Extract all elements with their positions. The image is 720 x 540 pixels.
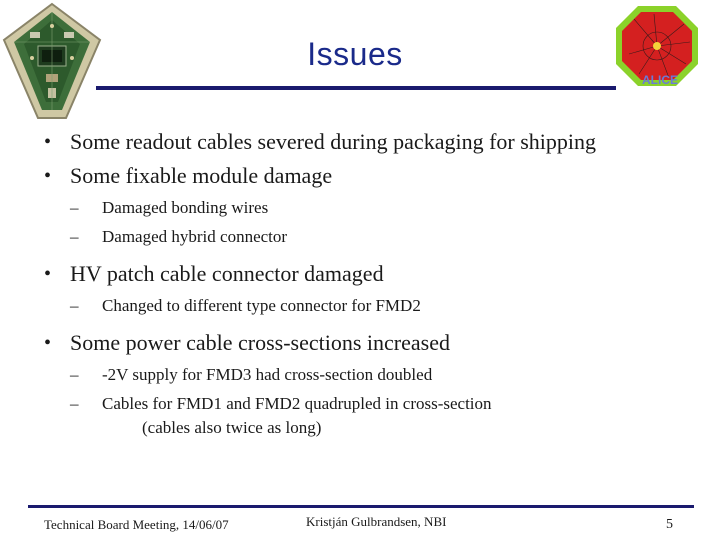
bullet-item	[44, 262, 694, 286]
sub-bullet-item	[44, 227, 694, 247]
sub-bullet-item	[44, 198, 694, 218]
detector-module-photo	[2, 2, 102, 120]
bullet-text: HV patch cable connector damaged	[70, 261, 384, 286]
dash-glyph: –	[70, 365, 79, 384]
bullet-item	[44, 164, 694, 188]
title-divider	[96, 86, 616, 90]
sub-bullet-item	[44, 365, 694, 385]
sub-bullet-text: Damaged hybrid connector	[102, 227, 288, 246]
sub-bullet-item	[44, 296, 694, 316]
bullet-glyph: •	[44, 131, 52, 153]
slide-title: Issues	[307, 36, 403, 72]
dash-glyph: –	[70, 296, 79, 315]
bullet-glyph: •	[44, 165, 52, 187]
sub-bullet-text: Changed to different type connector for FMD2	[102, 296, 421, 315]
bullet-text: Some power cable cross-sections increased	[70, 330, 450, 355]
bullet-list	[44, 130, 694, 447]
sub-bullet-text: Cables for FMD1 and FMD2 quadrupled in cross-section	[102, 394, 492, 413]
footer-divider	[28, 505, 694, 508]
alice-logo	[614, 4, 700, 88]
dash-glyph: –	[70, 198, 79, 217]
dash-glyph: –	[70, 394, 79, 413]
sub-bullet-text: Damaged bonding wires	[102, 198, 269, 217]
svg-text:ALICE: ALICE	[642, 73, 678, 87]
bullet-item	[44, 331, 694, 355]
dash-glyph: –	[70, 227, 79, 246]
page-number: 5	[666, 517, 673, 532]
footer-author: Kristján Gulbrandsen, NBI	[306, 514, 447, 529]
sub-bullet-text: -2V supply for FMD3 had cross-section doubled	[102, 365, 433, 384]
bullet-glyph: •	[44, 332, 52, 354]
bullet-text: Some fixable module damage	[70, 163, 333, 188]
bullet-glyph: •	[44, 263, 52, 285]
bullet-item	[44, 130, 694, 154]
sub-bullet-item	[44, 394, 694, 438]
footer-event-date: Technical Board Meeting, 14/06/07	[44, 517, 229, 532]
bullet-text: Some readout cables severed during packaging for shipping	[70, 129, 597, 154]
sub-bullet-continuation: (cables also twice as long)	[142, 418, 322, 437]
